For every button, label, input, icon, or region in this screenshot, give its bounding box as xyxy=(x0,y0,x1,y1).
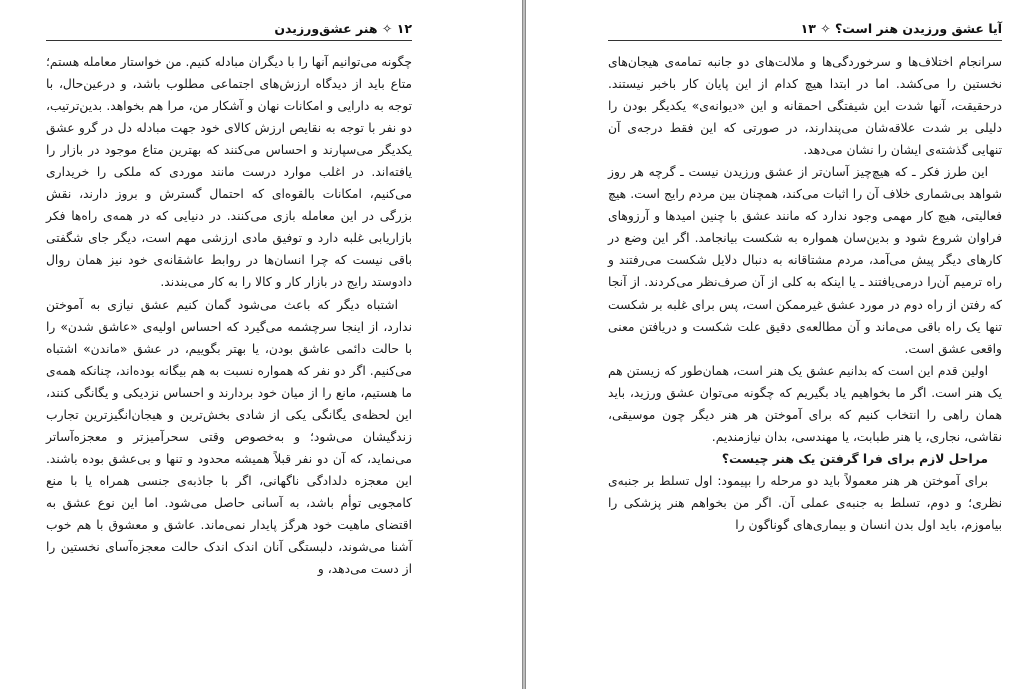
left-page-header xyxy=(46,18,412,41)
right-paragraph-1: سرانجام اختلاف‌ها و سرخوردگی‌ها و ملالت‌های دو جانبه تمامه‌ی هیجان‌های نخستین را می‌کشد. اما در ابتدا هیچ کدام از این پایان کار باخبر نیستند. درحقیقت، آنها شدت این شیفتگی احمقانه و این «دیوانه‌ی» یکدیگر بودن را دلیلی بر شدت علاقه‌شان می‌پندارند، در صورتی که این فقط درجه‌ی آن تنهایی گذشته‌ی ایشان را نشان می‌دهد. xyxy=(608,55,1002,158)
right-page-header-text: آیا عشق ورزیدن هنر است؟ ✧ ۱۳ xyxy=(800,21,1002,36)
right-page-header xyxy=(608,18,1002,41)
left-paragraph-2: اشتباه دیگر که باعث می‌شود گمان کنیم عشق نیازی به آموختن ندارد، از اینجا سرچشمه می‌گیرد که احساس اولیه‌ی «عاشق شدن» را با حالت دائمی عاشق بودن، یا بهتر بگوییم، در عشق «ماندن» اشتباه می‌کنیم. اگر دو نفر که همواره نسبت به هم بیگانه بوده‌اند، چنانکه همه‌ی ما هستیم، مانع را از میان خود بردارند و احساس نزدیکی و یگانگی کنند، این لحظه‌ی یگانگی یکی از شادی بخش‌ترین و هیجان‌انگیزترین تجارب زندگیشان می‌شود؛ و به‌خصوص وقتی سحرآمیزتر و معجزه‌آساتر می‌نماید، که آن دو نفر قبلاً همیشه محدود و تنها و بی‌عشق بوده باشند. این معجزه دلدادگی ناگهانی، اگر با جاذبه‌ی جنسی همراه یا با منع کامجویی توأم باشد، به آسانی حاصل می‌شود. اما این نوع عشق به اقتضای ماهیت خود هرگز پایدار نمی‌ماند. عاشق و معشوق با هم خوب آشنا می‌شوند، دلبستگی آنان اندک اندک حالت معجزه‌آسای نخستین را از دست می‌دهد، و xyxy=(46,297,412,577)
right-page xyxy=(526,0,1022,689)
right-page-body xyxy=(608,51,1002,536)
left-paragraph-1: چگونه می‌توانیم آنها را با دیگران مبادله کنیم. من خواستار معامله هستم؛ متاع باید از دیدگاه ارزش‌های اجتماعی مطلوب باشد، و درعین‌حال، با توجه به دارایی و امکانات نهان و آشکار من، مرا هم بخواهد. بدین‌ترتیب، دو نفر با توجه به نقایص ارزش کالای خود جهت مبادله دل در گرو عشق یکدیگر می‌سپارند و احساس می‌کنند که بهترین متاع موجود در بازار را یافته‌اند. در اغلب موارد درست مانند موردی که ملکی را خریداری می‌کنیم، امکانات بالقوه‌ای که احتمال گسترش و بروز دارند، نقش بزرگی در این معامله بازی می‌کنند. در دنیایی که در همه‌ی راه‌ها فکر بازاریابی غلبه دارد و توفیق مادی ارزشی مهم است، دیگر جای شگفتی باقی نیست که چرا انسان‌ها در روابط عاشقانه‌ی خود نیز همان روال دادوستد رایج در بازار کار و کالا را به کار می‌بندند. xyxy=(46,55,412,290)
right-paragraph-2: این طرز فکر ـ که هیچ‌چیز آسان‌تر از عشق ورزیدن نیست ـ گرچه هر روز شواهد بی‌شماری خلاف آن را اثبات می‌کند، همچنان بین مردم رایج است. هیچ فعالیتی، هیچ کار مهمی وجود ندارد که مانند عشق با چنین امیدها و آرزوهای فراوان شروع شود و بدین‌سان همواره به شکست بیانجامد. اگر این وضع در کارهای دیگر پیش می‌آمد، مردم مشتاقانه به دنبال دلایل شکست می‌رفتند و راه ترمیم آن‌را درمی‌یافتند ـ یا اینکه به کلی از آن صرف‌نظر می‌کردند. از آنجا که رفتن از راه دوم در مورد عشق غیرممکن است، پس برای غلبه بر شکست تنها یک راه باقی می‌ماند و آن مطالعه‌ی دقیق علت شکست و دریافتن معنی واقعی عشق است. xyxy=(608,165,1002,356)
right-paragraph-3: اولین قدم این است که بدانیم عشق یک هنر است، همان‌طور که زیستن هم یک هنر است. اگر ما بخواهیم یاد بگیریم که چگونه می‌توان عشق ورزید، باید همان راهی را انتخاب کنیم که برای آموختن هر هنر دیگر چون موسیقی، نقاشی، نجاری، یا هنر طبابت، یا مهندسی، بدان نیازمندیم. xyxy=(608,363,1002,444)
right-paragraph-4: برای آموختن هر هنر معمولاً باید دو مرحله را بپیمود: اول تسلط بر جنبه‌ی نظری؛ و دوم، تسلط به جنبه‌ی عملی آن. اگر من بخواهم هنر پزشکی را بیاموزم، باید اول بدن انسان و بیماری‌های گوناگون را xyxy=(608,473,1002,532)
right-section-heading: مراحل لازم برای فرا گرفتن یک هنر چیست؟ xyxy=(721,451,988,466)
left-page-header-text: ۱۲ ✧ هنر عشق‌ورزیدن xyxy=(274,21,412,36)
left-page-body xyxy=(46,51,412,580)
